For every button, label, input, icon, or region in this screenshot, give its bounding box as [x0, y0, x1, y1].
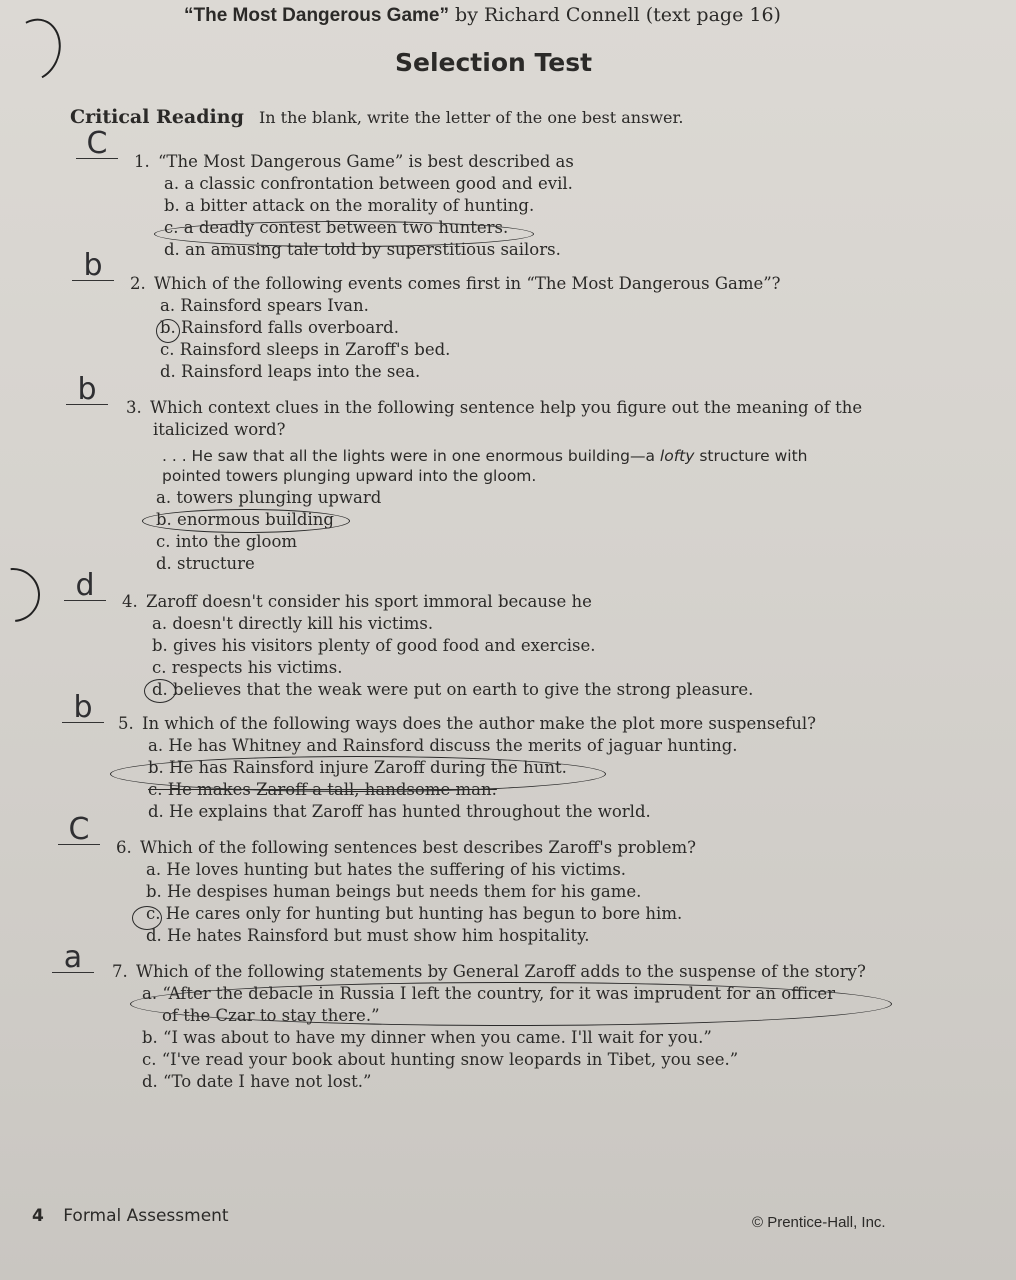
- question-number: 3.: [126, 398, 142, 417]
- option-b: b. He has Rainsford injure Zaroff during the hunt.: [148, 758, 567, 777]
- quote-line-2: pointed towers plunging upward into the gloom.: [162, 467, 537, 485]
- quoted-passage: [126, 446, 862, 466]
- question-stem: Which of the following events comes first in “The Most Dangerous Game”?: [154, 274, 781, 293]
- page-title: Selection Test: [395, 48, 593, 77]
- instructions-text: In the blank, write the letter of the one best answer.: [258, 108, 684, 127]
- option-a: a. Rainsford spears Ivan.: [160, 296, 369, 315]
- option-a: a. “After the debacle in Russia I left the country, for it was imprudent for an officer: [142, 984, 836, 1003]
- option-c: c. “I've read your book about hunting snow leopards in Tibet, you see.”: [142, 1050, 739, 1069]
- binder-hole-middle: [0, 557, 51, 633]
- option-d: d. He explains that Zaroff has hunted throughout the world.: [148, 802, 651, 821]
- question-stem: Which of the following statements by General Zaroff adds to the suspense of the story?: [136, 962, 866, 981]
- page-number: 4: [32, 1206, 44, 1226]
- option-b: b. “I was about to have my dinner when you came. I'll wait for you.”: [142, 1028, 712, 1047]
- page-header-title: [184, 4, 781, 27]
- option-b: b. Rainsford falls overboard.: [160, 318, 399, 337]
- option-c: c. Rainsford sleeps in Zaroff's bed.: [160, 340, 451, 359]
- question-stem-line1: Which context clues in the following sentence help you figure out the meaning of the: [150, 398, 863, 417]
- option-d: d. Rainsford leaps into the sea.: [160, 362, 421, 381]
- option-a: a. towers plunging upward: [156, 488, 382, 507]
- option-c: c. He cares only for hunting but hunting has begun to bore him.: [146, 904, 683, 923]
- answer-blank-3[interactable]: b: [66, 376, 108, 405]
- quote-after: structure with: [694, 447, 808, 465]
- option-c: c. into the gloom: [156, 532, 298, 551]
- instructions: [70, 106, 683, 128]
- option-a: a. He loves hunting but hates the suffering of his victims.: [146, 860, 627, 879]
- question-1: [134, 152, 574, 262]
- question-stem: Which of the following sentences best describes Zaroff's problem?: [140, 838, 696, 857]
- question-stem: “The Most Dangerous Game” is best described as: [158, 152, 574, 171]
- answer-blank-5[interactable]: b: [62, 694, 104, 723]
- question-number: 5.: [118, 714, 134, 733]
- binder-hole-top: [0, 11, 69, 89]
- question-6: [116, 838, 696, 948]
- quote-italic-word: lofty: [659, 447, 695, 465]
- question-number: 7.: [112, 962, 128, 981]
- question-number: 4.: [122, 592, 138, 611]
- copyright: © Prentice-Hall, Inc.: [752, 1214, 886, 1231]
- answer-blank-1[interactable]: C: [76, 130, 118, 159]
- question-number: 2.: [130, 274, 146, 293]
- option-b: b. enormous building: [156, 510, 334, 529]
- answer-blank-7[interactable]: a: [52, 944, 94, 973]
- question-stem-line2: italicized word?: [153, 420, 286, 439]
- question-7: [112, 962, 866, 1094]
- option-d: d. He hates Rainsford but must show him hospitality.: [146, 926, 590, 945]
- option-d: d. believes that the weak were put on earth to give the strong pleasure.: [152, 680, 754, 699]
- question-2: [130, 274, 781, 384]
- page-footer-left: [32, 1206, 229, 1226]
- option-b: b. gives his visitors plenty of good food and exercise.: [152, 636, 596, 655]
- option-c: c. He makes Zaroff a tall, handsome man.: [148, 780, 497, 799]
- section-heading: Critical Reading: [70, 106, 244, 128]
- story-title: “The Most Dangerous Game”: [184, 5, 449, 26]
- option-a: a. a classic confrontation between good and evil.: [164, 174, 573, 193]
- story-author: by Richard Connell (text page 16): [455, 4, 781, 26]
- option-c: c. respects his victims.: [152, 658, 343, 677]
- answer-blank-6[interactable]: C: [58, 816, 100, 845]
- option-d: d. “To date I have not lost.”: [142, 1072, 372, 1091]
- option-d: d. structure: [156, 554, 255, 573]
- option-c: c. a deadly contest between two hunters.: [164, 218, 509, 237]
- option-a-continued: of the Czar to stay there.”: [162, 1006, 380, 1025]
- option-d: d. an amusing tale told by superstitious sailors.: [164, 240, 561, 259]
- question-number: 1.: [134, 152, 150, 171]
- question-4: [122, 592, 753, 702]
- question-stem: In which of the following ways does the author make the plot more suspenseful?: [142, 714, 816, 733]
- question-number: 6.: [116, 838, 132, 857]
- question-5: [118, 714, 816, 824]
- option-a: a. doesn't directly kill his victims.: [152, 614, 434, 633]
- footer-section: Formal Assessment: [63, 1206, 229, 1226]
- question-3: [126, 398, 862, 576]
- answer-blank-2[interactable]: b: [72, 252, 114, 281]
- answer-blank-4[interactable]: d: [64, 572, 106, 601]
- quote-before: . . . He saw that all the lights were in one enormous building—a: [162, 447, 660, 465]
- option-a: a. He has Whitney and Rainsford discuss the merits of jaguar hunting.: [148, 736, 738, 755]
- option-b: b. He despises human beings but needs them for his game.: [146, 882, 642, 901]
- option-b: b. a bitter attack on the morality of hunting.: [164, 196, 535, 215]
- question-stem: Zaroff doesn't consider his sport immoral because he: [146, 592, 592, 611]
